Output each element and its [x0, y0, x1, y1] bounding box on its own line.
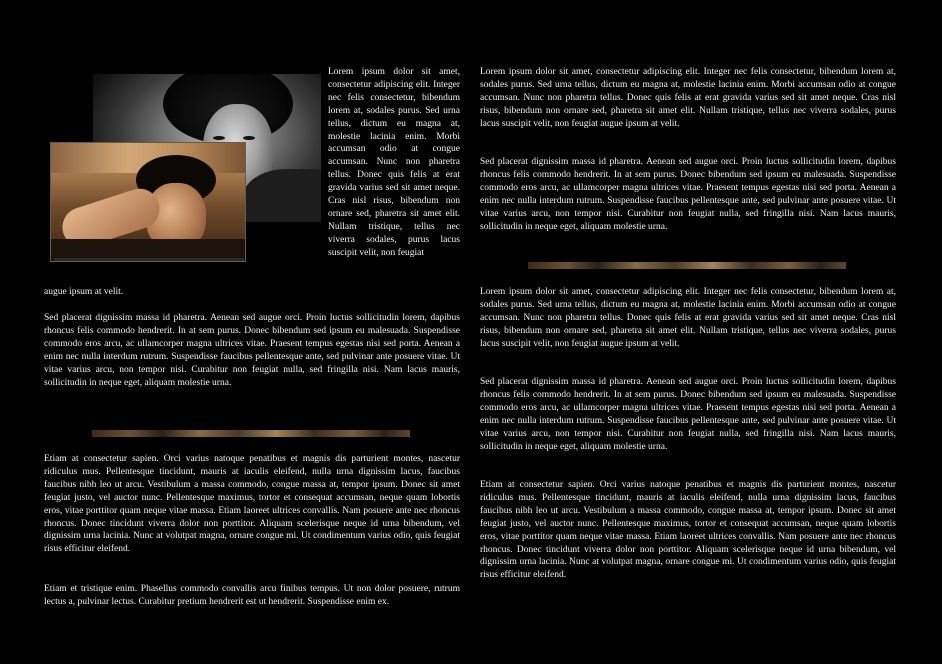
left-intro-wrapped-text: Lorem ipsum dolor sit amet, consectetur adipiscing elit. Integer nec felis consectetur, bibendum lorem at, sodales purus. Sed urna tellus, dictum eu magna at, molestie lacinia enim. Morbi accumsan odio at congue accumsan. Nunc non pharetra tellus. Donec quis felis at erat gravida varius sed sit amet neque. Cras nisl risus, bibendum non ornare sed, pharetra sit amet elit. Nullam tristique, tellus nec viverra sodales, purus lacus suscipit velit, non feugiat [328, 67, 460, 258]
left-intro-tail-text: augue ipsum at velit. [44, 287, 124, 297]
left-paragraph-4: Etiam et tristique enim. Phasellus commodo convallis arcu finibus tempus. Ut non dolor posuere, rutrum lectus a, pulvinar lectus. Curabitur pretium hendrerit est ut hendrerit. Suspendisse enim ex. [44, 584, 460, 607]
right-paragraph-5: Etiam at consectetur sapien. Orci varius natoque penatibus et magnis dis parturient montes, nascetur ridiculus mus. Pellentesque tincidunt, mauris at iaculis eleifend, nulla urna dignissim lacus, faucibus faucibus nibh leo ut arcu. Vestibulum a massa commodo, congue massa at, tempor ipsum. Donec sit amet feugiat justo, vel auctor nunc. Pellentesque maximus, tortor et consequat accumsan, neque quam lobortis eros, vitae porttitor quam neque vitae massa. Etiam laoreet ultrices convallis. Nam posuere ante nec rhoncus rhoncus. Donec tincidunt viverra dolor non porttitor. Aliquam scelerisque neque id urna bibendum, vel dignissim urna lacinia. Nunc at volutpat magna, ornare congue mi. Ut condimentum varius odio, quis feugiat risus efficitur eleifend. [480, 480, 896, 581]
left-decorative-strip [92, 430, 410, 437]
right-paragraph-3: Lorem ipsum dolor sit amet, consectetur adipiscing elit. Integer nec felis consectetur, bibendum lorem at, sodales purus. Sed urna tellus, dictum eu magna at, molestie lacinia enim. Morbi accumsan odio at congue accumsan. Nunc non pharetra tellus. Donec quis felis at erat gravida varius sed sit amet neque. Cras nisl risus, bibendum non ornare sed, pharetra sit amet elit. Nullam tristique, tellus nec viverra sodales, purus lacus suscipit velit, non feugiat augue ipsum at velit. [480, 287, 896, 349]
left-paragraph-3: Etiam at consectetur sapien. Orci varius natoque penatibus et magnis dis parturient montes, nascetur ridiculus mus. Pellentesque tincidunt, mauris at iaculis eleifend, nulla urna dignissim lacus, faucibus faucibus nibh leo ut arcu. Vestibulum a massa commodo, congue massa at, tempor ipsum. Donec sit amet feugiat justo, vel auctor nunc. Pellentesque maximus, tortor et consequat accumsan, neque quam lobortis eros, vitae porttitor quam neque vitae massa. Etiam laoreet ultrices convallis. Nam posuere ante nec rhoncus rhoncus. Donec tincidunt viverra dolor non porttitor. Aliquam scelerisque neque id urna bibendum, vel dignissim urna lacinia. Nunc at volutpat magna, ornare congue mi. Ut condimentum varius odio, quis feugiat risus efficitur eleifend. [44, 454, 460, 555]
right-paragraph-4: Sed placerat dignissim massa id pharetra. Aenean sed augue orci. Proin luctus sollicitudin lorem, dapibus rhoncus felis commodo hendrerit. In at sem purus. Donec bibendum sed ipsum eu malesuada. Suspendisse commodo eros arcu, ac ullamcorper magna ultrices vitae. Praesent tempus egestas nisi sed porta. Aenean a enim nec nulla interdum rutrum. Suspendisse faucibus pellentesque ante, sed pulvinar ante posuere vitae. Ut vitae varius arcu, non tempor nisi. Curabitur non feugiat nulla, sed fringilla nisi. Nam lacus mauris, sollicitudin in neque eget, aliquam molestie urna. [480, 377, 896, 452]
photo-frame-shadow [54, 258, 244, 261]
right-paragraph-1: Lorem ipsum dolor sit amet, consectetur adipiscing elit. Integer nec felis consectetur, bibendum lorem at, sodales purus. Sed urna tellus, dictum eu magna at, molestie lacinia enim. Morbi accumsan odio at congue accumsan. Nunc non pharetra tellus. Donec quis felis at erat gravida varius sed sit amet neque. Cras nisl risus, bibendum non ornare sed, pharetra sit amet elit. Nullam tristique, tellus nec viverra sodales, purus lacus suscipit velit, non feugiat augue ipsum at velit. [480, 67, 896, 129]
color-portrait-photo [50, 142, 246, 262]
left-paragraph-2: Sed placerat dignissim massa id pharetra. Aenean sed augue orci. Proin luctus sollicitudin lorem, dapibus rhoncus felis commodo hendrerit. In at sem purus. Donec bibendum sed ipsum eu malesuada. Suspendisse commodo eros arcu, ac ullamcorper magna ultrices vitae. Praesent tempus egestas nisi sed porta. Aenean a enim nec nulla interdum rutrum. Suspendisse faucibus pellentesque ante, sed pulvinar ante posuere vitae. Ut vitae varius arcu, non tempor nisi. Curabitur non feugiat nulla, sed fringilla nisi. Nam lacus mauris, sollicitudin in neque eget, aliquam molestie urna. [44, 313, 460, 388]
right-paragraph-2: Sed placerat dignissim massa id pharetra. Aenean sed augue orci. Proin luctus sollicitudin lorem, dapibus rhoncus felis commodo hendrerit. In at sem purus. Donec bibendum sed ipsum eu malesuada. Suspendisse commodo eros arcu, ac ullamcorper magna ultrices vitae. Praesent tempus egestas nisi sed porta. Aenean a enim nec nulla interdum rutrum. Suspendisse faucibus pellentesque ante, sed pulvinar ante posuere vitae. Ut vitae varius arcu, non tempor nisi. Curabitur non feugiat nulla, sed fringilla nisi. Nam lacus mauris, sollicitudin in neque eget, aliquam molestie urna. [480, 157, 896, 232]
right-decorative-strip [528, 262, 846, 269]
